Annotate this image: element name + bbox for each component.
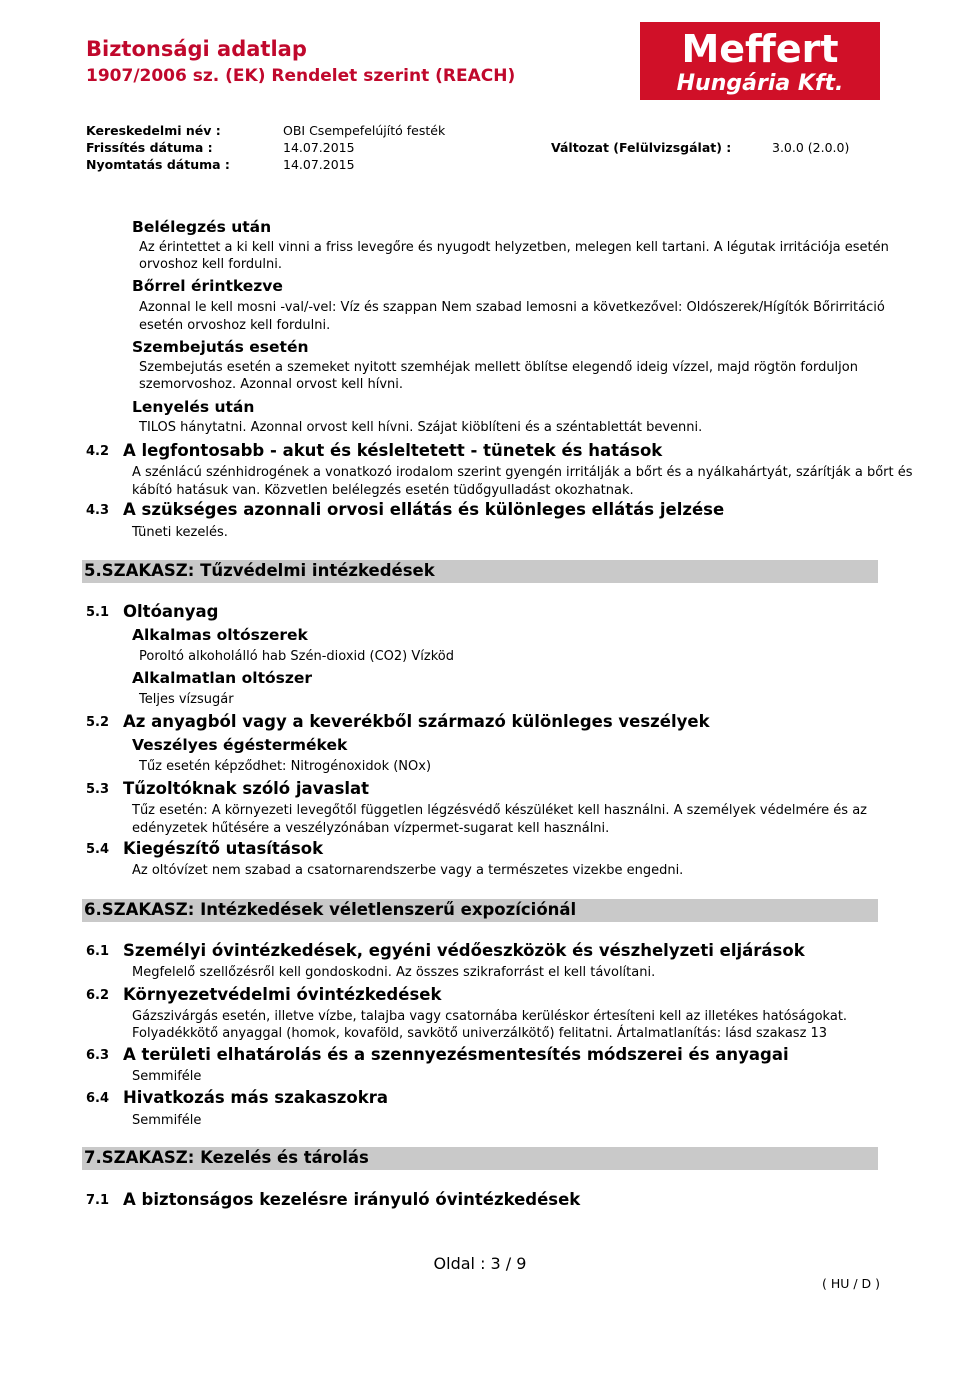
section-number-4-2: 4.2 [86, 444, 110, 459]
unsuitable-media-heading: Alkalmatlan oltószer [132, 669, 313, 687]
trade-name-value: OBI Csempefelújító festék [283, 123, 446, 138]
environmental-precautions-1: Gázszivárgás esetén, illetve vízbe, talajba vagy csatornába kerüléskor értesíteni kell az illetékes hatóságokat. [132, 1009, 848, 1024]
ingestion-text-1: TILOS hánytatni. Azonnal orvost kell hívni. Szájat kiöblíteni és a széntablettát bevenni. [139, 420, 703, 435]
section-title-5-2: Az anyagból vagy a keverékből származó különleges veszélyek [123, 712, 710, 731]
revision-date-value: 14.07.2015 [283, 140, 355, 155]
section-5-band [82, 560, 878, 583]
section-number-6-3: 6.3 [86, 1048, 110, 1063]
section-number-5-2: 5.2 [86, 715, 110, 730]
section-6-title: 6.SZAKASZ: Intézkedések véletlenszerű expozíciónál [84, 900, 577, 919]
section-number-6-2: 6.2 [86, 988, 110, 1003]
section-number-5-4: 5.4 [86, 842, 110, 857]
section-title-7-1: A biztonságos kezelésre irányuló óvintézkedések [123, 1190, 581, 1209]
unsuitable-media-text: Teljes vízsugár [139, 692, 234, 707]
section-number-6-1: 6.1 [86, 944, 110, 959]
inhalation-heading: Belélegzés után [132, 218, 272, 236]
eye-text-2: szemorvoshoz. Azonnal orvost kell hívni. [139, 377, 404, 392]
combustion-products-text: Tűz esetén képződhet: Nitrogénoxidok (NOx) [139, 759, 432, 774]
section-title-5-4: Kiegészítő utasítások [123, 839, 324, 858]
section-title-6-4: Hivatkozás más szakaszokra [123, 1088, 388, 1107]
section-title-4-3: A szükséges azonnali orvosi ellátás és különleges ellátás jelzése [123, 500, 725, 519]
skin-text-2: esetén orvoshoz kell fordulni. [139, 318, 331, 333]
logo-line-2: Hungária Kft. [676, 71, 844, 96]
treatment-text-1: Tüneti kezelés. [132, 525, 228, 540]
suitable-media-heading: Alkalmas oltószerek [132, 626, 308, 644]
section-number-7-1: 7.1 [86, 1193, 110, 1208]
logo-line-1: Meffert [681, 27, 839, 71]
revision-date-label: Frissítés dátuma : [86, 140, 213, 155]
section-title-6-3: A területi elhatárolás és a szennyezésmentesítés módszerei és anyagai [123, 1045, 789, 1064]
section-number-4-3: 4.3 [86, 503, 110, 518]
section-title-6-2: Környezetvédelmi óvintézkedések [123, 985, 442, 1004]
document-title: Biztonsági adatlap [86, 37, 307, 61]
section-title-6-1: Személyi óvintézkedések, egyéni védőeszközök és vészhelyzeti eljárások [123, 941, 805, 960]
environmental-precautions-2: Folyadékkötő anyaggal (homok, kovaföld, savkötő univerzálkötő) felitatni. Ártalmatlanítás: lásd szakasz 13 [132, 1026, 828, 1041]
section-number-5-3: 5.3 [86, 782, 110, 797]
eye-heading: Szembejutás esetén [132, 338, 309, 356]
section-title-5-3: Tűzoltóknak szóló javaslat [123, 779, 370, 798]
regulation-title: 1907/2006 sz. (EK) Rendelet szerint (REACH) [86, 66, 516, 86]
additional-advice-1: Az oltóvízet nem szabad a csatornarendszerbe vagy a természetes vizekbe engedni. [132, 863, 684, 878]
section-5-title: 5.SZAKASZ: Tűzvédelmi intézkedések [84, 561, 435, 580]
section-7-band [82, 1147, 878, 1170]
print-date-value: 14.07.2015 [283, 157, 355, 172]
company-logo [640, 22, 880, 100]
skin-text-1: Azonnal le kell mosni -val/-vel: Víz és szappan Nem szabad lemosni a következővel: Oldószerek/Hígítók Bőrirritáció [139, 300, 885, 315]
version-label: Változat (Felülvizsgálat) : [551, 140, 732, 155]
containment-text: Semmiféle [132, 1069, 202, 1084]
symptoms-text-2: kábító hatásuk van. Közvetlen belélegzés esetén tüdőgyulladást okozhatnak. [132, 483, 634, 498]
firefighter-advice-2: edényzetek hűtésére a veszélyzónában vízpermet-sugarat kell használni. [132, 821, 610, 836]
reference-text: Semmiféle [132, 1113, 202, 1128]
section-number-6-4: 6.4 [86, 1091, 110, 1106]
firefighter-advice-1: Tűz esetén: A környezeti levegőtől független légzésvédő készüléket kell használni. A személyek védelmére és az [132, 803, 867, 818]
suitable-media-text: Poroltó alkoholálló hab Szén-dioxid (CO2) Vízköd [139, 649, 454, 664]
inhalation-text-1: Az érintettet a ki kell vinni a friss levegőre és nyugodt helyzetben, melegen kell tartani. A légutak irritációja esetén [139, 240, 889, 255]
page-number: Oldal : 3 / 9 [433, 1254, 527, 1273]
eye-text-1: Szembejutás esetén a szemeket nyitott szemhéjak mellett öblítse elegendő ideig vízzel, majd rögtön forduljon [139, 360, 858, 375]
symptoms-text-1: A szénlácú szénhidrogének a vonatkozó irodalom szerint gyengén irritálják a bőrt és a nyálkahártyát, szárítják a bőrt és [132, 465, 913, 480]
trade-name-label: Kereskedelmi név : [86, 123, 221, 138]
section-number-5-1: 5.1 [86, 605, 110, 620]
section-title-5-1: Oltóanyag [123, 602, 219, 621]
section-title-4-2: A legfontosabb - akut és késleltetett - tünetek és hatások [123, 441, 663, 460]
inhalation-text-2: orvoshoz kell fordulni. [139, 257, 283, 272]
personal-precautions-text: Megfelelő szellőzésről kell gondoskodni. Az összes szikraforrást el kell távolítani. [132, 965, 656, 980]
section-6-band [82, 899, 878, 922]
language-code: ( HU / D ) [822, 1276, 881, 1291]
ingestion-heading: Lenyelés után [132, 398, 255, 416]
version-value: 3.0.0 (2.0.0) [772, 140, 850, 155]
skin-heading: Bőrrel érintkezve [132, 277, 283, 295]
combustion-products-heading: Veszélyes égéstermékek [132, 736, 348, 754]
section-7-title: 7.SZAKASZ: Kezelés és tárolás [84, 1148, 369, 1167]
print-date-label: Nyomtatás dátuma : [86, 157, 230, 172]
